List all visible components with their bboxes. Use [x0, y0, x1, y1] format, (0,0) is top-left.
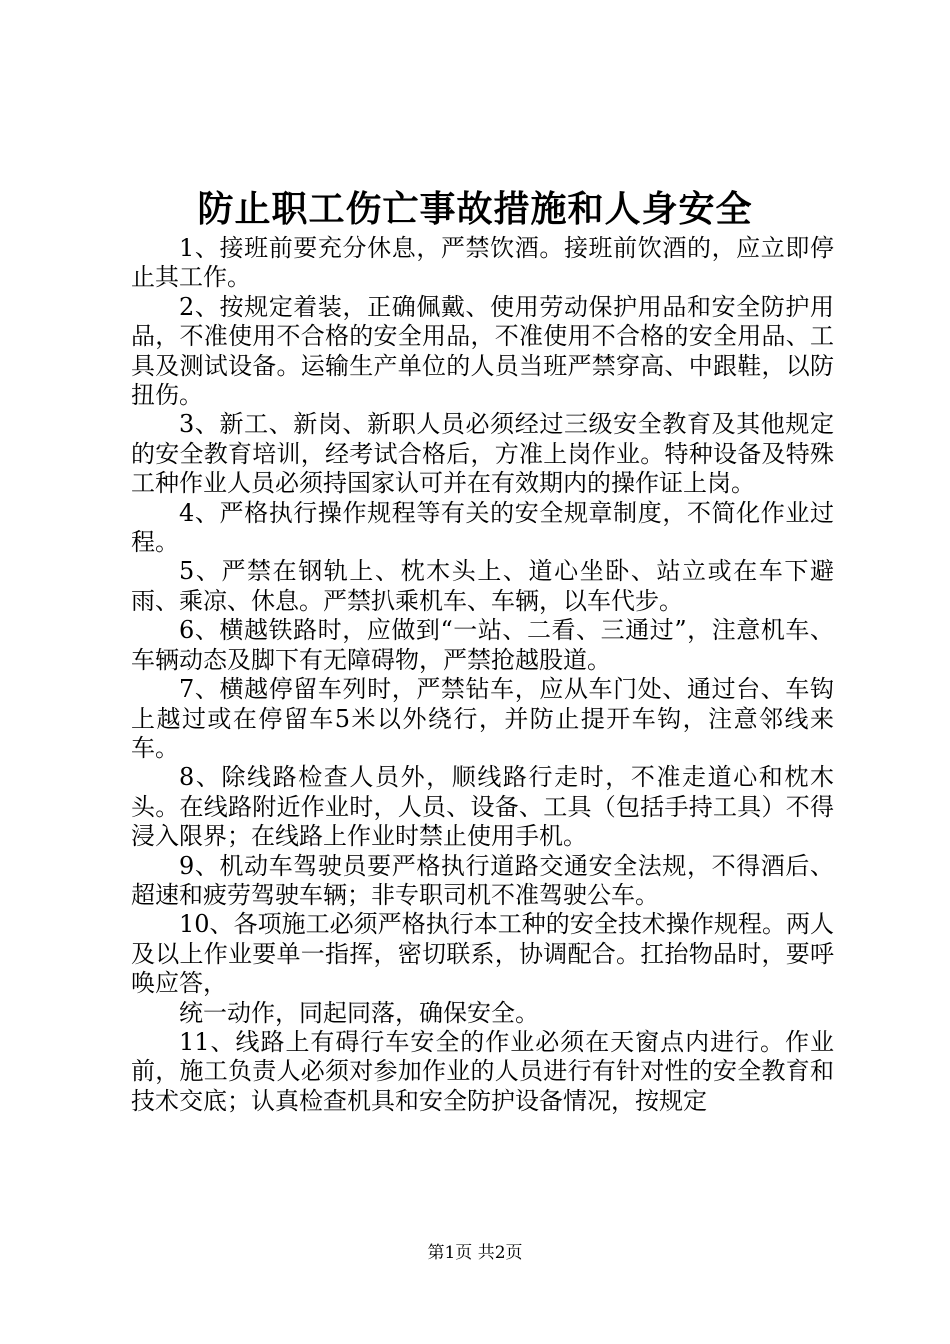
- page-footer: 第1页 共2页: [427, 1243, 523, 1263]
- paragraph-8: 8、除线路检查人员外，顺线路行走时，不准走道心和枕木头。在线路附近作业时，人员、设备、工具（包括手持工具）不得浸入限界；在线路上作业时禁止使用手机。: [131, 763, 834, 851]
- paragraph-10-continued: 统一动作，同起同落，确保安全。: [179, 998, 539, 1027]
- paragraph-11: 11、线路上有碍行车安全的作业必须在天窗点内进行。作业前，施工负责人必须对参加作业的人员进行有针对性的安全教育和技术交底；认真检查机具和安全防护设备情况，按规定: [131, 1027, 834, 1115]
- paragraph-1: 1、接班前要充分休息，严禁饮酒。接班前饮酒的，应立即停止其工作。: [131, 234, 834, 292]
- paragraph-3: 3、新工、新岗、新职人员必须经过三级安全教育及其他规定的安全教育培训，经考试合格后，方准上岗作业。特种设备及特殊工种作业人员必须持国家认可并在有效期内的操作证上岗。: [131, 410, 834, 498]
- paragraph-10: 10、各项施工必须严格执行本工种的安全技术操作规程。两人及以上作业要单一指挥，密切联系，协调配合。扛抬物品时，要呼唤应答，: [131, 910, 834, 998]
- paragraph-7: 7、横越停留车列时，严禁钻车，应从车门处、通过台、车钩上越过或在停留车5米以外绕行，并防止提开车钩，注意邻线来车。: [131, 675, 834, 762]
- paragraph-6: 6、横越铁路时，应做到“一站、二看、三通过”，注意机车、车辆动态及脚下有无障碍物，严禁抢越股道。: [131, 616, 834, 674]
- paragraph-9: 9、机动车驾驶员要严格执行道路交通安全法规，不得酒后、超速和疲劳驾驶车辆；非专职司机不准驾驶公车。: [131, 851, 834, 909]
- paragraph-2: 2、按规定着装，正确佩戴、使用劳动保护用品和安全防护用品，不准使用不合格的安全用品，不准使用不合格的安全用品、工具及测试设备。运输生产单位的人员当班严禁穿高、中跟鞋，以防扭伤。: [131, 292, 834, 410]
- paragraph-5: 5、严禁在钢轨上、枕木头上、道心坐卧、站立或在车下避雨、乘凉、休息。严禁扒乘机车、车辆，以车代步。: [131, 557, 834, 615]
- document-body: [131, 234, 834, 1116]
- paragraph-4: 4、严格执行操作规程等有关的安全规章制度，不简化作业过程。: [131, 498, 834, 557]
- document-title: 防止职工伤亡事故措施和人身安全: [197, 188, 753, 230]
